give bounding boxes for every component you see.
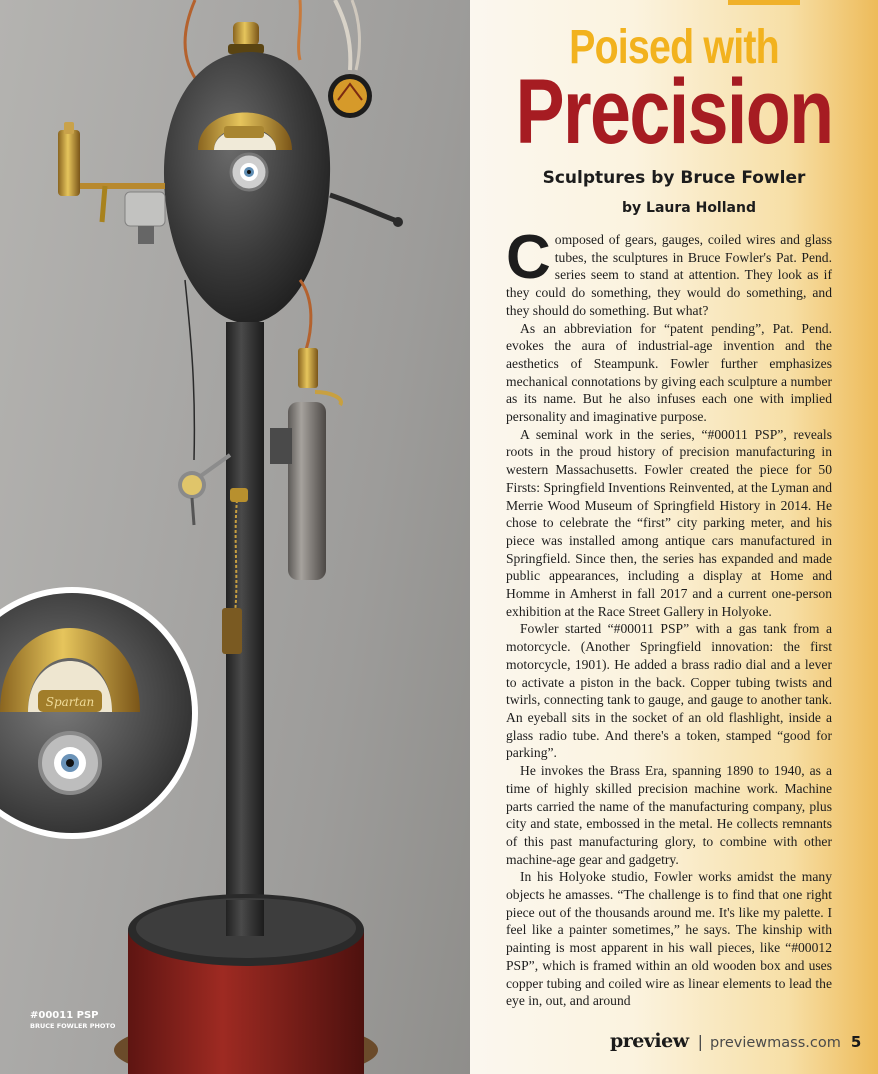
paragraph: In his Holyoke studio, Fowler works amidst the many objects he amasses. “The challenge is to find that one right piece out of the thousands around me. It's like my palette. I feel like a painter sometimes,” he says. The kinship with painting is most apparent in his wall pieces, like “#00012 PSP”, which is framed within an old wooden box and uses copper tubing and coiled wire as linear elements to lead the eye in, out, and around (506, 869, 832, 1009)
article-panel (470, 0, 878, 1074)
brass-finial (233, 22, 259, 46)
paragraph: He invokes the Brass Era, spanning 1890 to 1940, as a time of highly skilled precision machine work. Machine parts carried the name of the manufacturing company, plus city and state, embossed in the metal. He collects remnants of this past manufacturing glory, to combine with other machine-age gear and gadgetry. (506, 763, 832, 867)
glass-cup (125, 192, 165, 226)
cylinder-bracket (270, 428, 292, 464)
parking-token (222, 608, 242, 654)
paragraph: A seminal work in the series, “#00011 PSP”, reveals roots in the proud history of precision manufacturing in western Massachusetts. Fowler created the piece for 50 Firsts: Springfield Inventions Reinvented, at the Lyman and Merrie Wood Museum of Springfield History in 2014. He chose to celebrate the “first” city parking meter, and his piece was installed among antique cars manufactured in Springfield. Since then, the series has expanded and made public appearances, including a display at Home and Homme in Amherst in fall 2017 and a current one-person exhibition at the Race Street Gallery in Holyoke. (506, 426, 832, 619)
copper-wire-left (185, 0, 200, 85)
small-gauge-face (182, 475, 202, 495)
paragraph (506, 223, 832, 320)
paragraph: As an abbreviation for “patent pending”, Pat. Pend. evokes the aura of industrial-age invention and the aesthetics of Steampunk. Fowler further emphasizes mechanical connotations by giving each sculpture a number as its name. But he also infuses each one with implied personality and imaginative purpose. (506, 320, 832, 425)
article-byline: by Laura Holland (622, 200, 756, 216)
brass-spigot (58, 130, 80, 196)
glass-tube-right (335, 0, 350, 70)
page-number: 5 (850, 1033, 862, 1051)
chain-clip (230, 488, 248, 502)
radio-dial-plate (224, 126, 264, 138)
page-footer (610, 1030, 861, 1056)
title-line-1: Poised with (569, 21, 779, 74)
glass-tube-right-2 (352, 0, 359, 70)
website-link[interactable]: previewmass.com (709, 1035, 841, 1051)
photo-caption (30, 1010, 115, 1031)
small-gauge-stem (192, 498, 194, 525)
caption-credit: BRUCE FOWLER PHOTO (30, 1022, 116, 1030)
footer-separator: | (697, 1032, 703, 1051)
cup-fitting (138, 226, 154, 244)
cylinder-valve (298, 348, 318, 388)
inset-eyeball-pupil (66, 759, 74, 767)
article-body (506, 223, 832, 1010)
spigot-handle (102, 186, 105, 222)
silver-cylinder (288, 402, 326, 580)
pole-foot (226, 900, 264, 936)
inset-dial-brand: Spartan (45, 695, 95, 709)
copper-tube (300, 280, 311, 350)
article-subtitle: Sculptures by Bruce Fowler (542, 168, 806, 188)
tank-eyeball-pupil (247, 170, 251, 174)
magazine-logo: preview (610, 1030, 689, 1052)
drop-cap: C (506, 223, 551, 292)
lever-knob (393, 217, 403, 227)
thin-wire (185, 280, 194, 460)
lever-arm (330, 195, 400, 222)
spigot-cap (64, 122, 74, 134)
title-line-2: Precision (515, 61, 833, 163)
caption-title: #00011 PSP (30, 1010, 99, 1021)
top-accent-tab (728, 0, 800, 5)
paragraph-text: omposed of gears, gauges, coiled wires and glass tubes, the sculptures in Bruce Fowler's Pat. Pend. series seem to stand at attention. They look as if they could do something, they would do something, and they should do something. But what? (506, 232, 832, 318)
paragraph: Fowler started “#00011 PSP” with a gas tank from a motorcycle. (Another Springfield innovation: the first motorcycle, 1901). He added a brass radio dial and a lever to activate a piston in the back. Copper tubing twists and twirls, connecting tank to gauge, and gauge to another tank. An eyeball sits in the socket of an old flashlight, inside a glass radio tube. And there's a token, stamped “good for parking”. (506, 621, 832, 761)
copper-wire-mid (299, 0, 301, 60)
